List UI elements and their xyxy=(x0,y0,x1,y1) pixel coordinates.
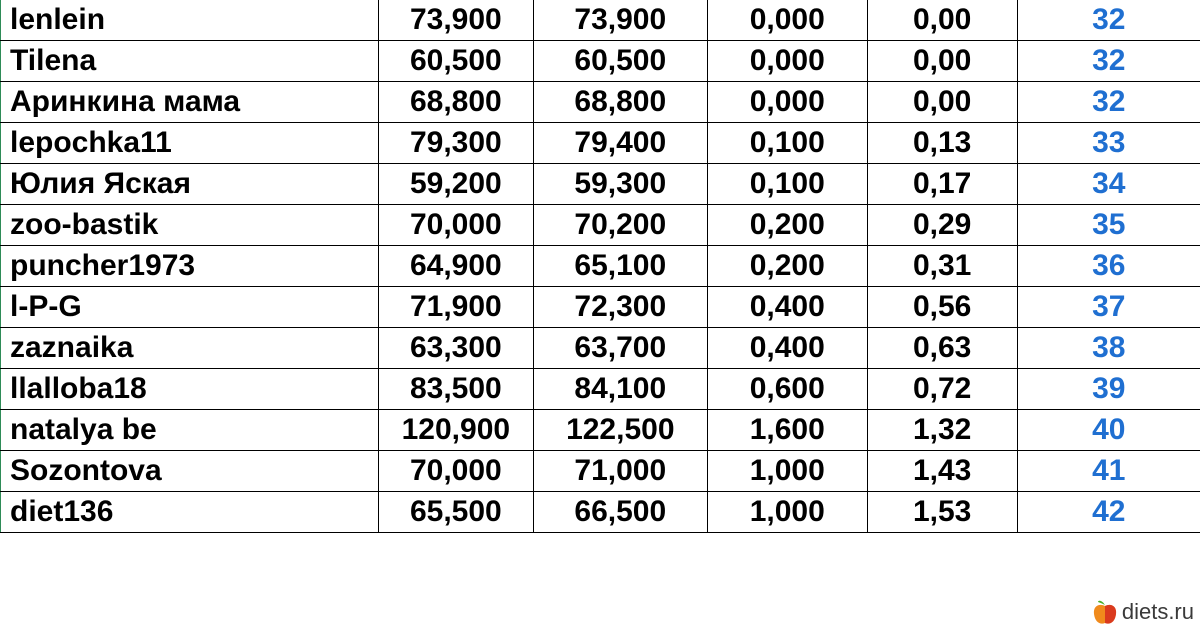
current-weight-cell: 79,400 xyxy=(533,123,707,164)
current-weight-cell: 68,800 xyxy=(533,82,707,123)
participant-name-cell: Sozontova xyxy=(1,451,379,492)
current-weight-cell: 60,500 xyxy=(533,41,707,82)
difference-cell: 0,600 xyxy=(707,369,867,410)
participant-name-cell: zaznaika xyxy=(1,328,379,369)
difference-cell: 0,200 xyxy=(707,246,867,287)
start-weight-cell: 120,900 xyxy=(378,410,533,451)
start-weight-cell: 83,500 xyxy=(378,369,533,410)
current-weight-cell: 71,000 xyxy=(533,451,707,492)
rank-cell: 38 xyxy=(1017,328,1200,369)
start-weight-cell: 71,900 xyxy=(378,287,533,328)
participant-name-cell: puncher1973 xyxy=(1,246,379,287)
current-weight-cell: 70,200 xyxy=(533,205,707,246)
start-weight-cell: 63,300 xyxy=(378,328,533,369)
percent-cell: 0,17 xyxy=(867,164,1017,205)
current-weight-cell: 72,300 xyxy=(533,287,707,328)
current-weight-cell: 63,700 xyxy=(533,328,707,369)
start-weight-cell: 59,200 xyxy=(378,164,533,205)
start-weight-cell: 70,000 xyxy=(378,451,533,492)
percent-cell: 1,43 xyxy=(867,451,1017,492)
rank-cell: 34 xyxy=(1017,164,1200,205)
percent-cell: 0,31 xyxy=(867,246,1017,287)
current-weight-cell: 59,300 xyxy=(533,164,707,205)
percent-cell: 1,32 xyxy=(867,410,1017,451)
rank-cell: 32 xyxy=(1017,41,1200,82)
table-row xyxy=(1,287,1200,328)
rank-cell: 32 xyxy=(1017,82,1200,123)
difference-cell: 0,100 xyxy=(707,164,867,205)
rank-cell: 33 xyxy=(1017,123,1200,164)
start-weight-cell: 70,000 xyxy=(378,205,533,246)
difference-cell: 0,400 xyxy=(707,328,867,369)
percent-cell: 0,72 xyxy=(867,369,1017,410)
participant-name-cell: natalya be xyxy=(1,410,379,451)
table-body xyxy=(1,0,1200,533)
table-row xyxy=(1,41,1200,82)
table-row xyxy=(1,205,1200,246)
start-weight-cell: 79,300 xyxy=(378,123,533,164)
participant-name-cell: Юлия Яская xyxy=(1,164,379,205)
table-row xyxy=(1,492,1200,533)
participant-name-cell: lenlein xyxy=(1,0,379,41)
current-weight-cell: 65,100 xyxy=(533,246,707,287)
rank-cell: 40 xyxy=(1017,410,1200,451)
start-weight-cell: 65,500 xyxy=(378,492,533,533)
watermark-text: diets.ru xyxy=(1121,599,1194,624)
percent-cell: 0,00 xyxy=(867,82,1017,123)
site-watermark xyxy=(1092,598,1194,626)
percent-cell: 1,53 xyxy=(867,492,1017,533)
difference-cell: 1,000 xyxy=(707,451,867,492)
table-row xyxy=(1,410,1200,451)
table-row xyxy=(1,0,1200,41)
percent-cell: 0,56 xyxy=(867,287,1017,328)
rank-cell: 39 xyxy=(1017,369,1200,410)
participant-name-cell: zoo-bastik xyxy=(1,205,379,246)
table-row xyxy=(1,164,1200,205)
participant-name-cell: llalloba18 xyxy=(1,369,379,410)
apple-icon xyxy=(1092,598,1118,626)
difference-cell: 0,400 xyxy=(707,287,867,328)
participant-name-cell: Аринкина мама xyxy=(1,82,379,123)
percent-cell: 0,29 xyxy=(867,205,1017,246)
participant-name-cell: Tilena xyxy=(1,41,379,82)
rank-cell: 42 xyxy=(1017,492,1200,533)
start-weight-cell: 60,500 xyxy=(378,41,533,82)
difference-cell: 0,000 xyxy=(707,0,867,41)
current-weight-cell: 122,500 xyxy=(533,410,707,451)
start-weight-cell: 64,900 xyxy=(378,246,533,287)
rank-cell: 35 xyxy=(1017,205,1200,246)
table-row xyxy=(1,123,1200,164)
rank-cell: 37 xyxy=(1017,287,1200,328)
current-weight-cell: 73,900 xyxy=(533,0,707,41)
difference-cell: 1,600 xyxy=(707,410,867,451)
difference-cell: 1,000 xyxy=(707,492,867,533)
participant-name-cell: lepochka11 xyxy=(1,123,379,164)
table-row xyxy=(1,82,1200,123)
table-row xyxy=(1,451,1200,492)
rank-cell: 32 xyxy=(1017,0,1200,41)
rank-cell: 41 xyxy=(1017,451,1200,492)
difference-cell: 0,000 xyxy=(707,82,867,123)
difference-cell: 0,200 xyxy=(707,205,867,246)
percent-cell: 0,13 xyxy=(867,123,1017,164)
start-weight-cell: 73,900 xyxy=(378,0,533,41)
percent-cell: 0,00 xyxy=(867,41,1017,82)
difference-cell: 0,000 xyxy=(707,41,867,82)
difference-cell: 0,100 xyxy=(707,123,867,164)
current-weight-cell: 66,500 xyxy=(533,492,707,533)
table-row xyxy=(1,328,1200,369)
percent-cell: 0,63 xyxy=(867,328,1017,369)
participant-name-cell: l-P-G xyxy=(1,287,379,328)
participant-name-cell: diet136 xyxy=(1,492,379,533)
start-weight-cell: 68,800 xyxy=(378,82,533,123)
table-row xyxy=(1,369,1200,410)
table-row xyxy=(1,246,1200,287)
percent-cell: 0,00 xyxy=(867,0,1017,41)
current-weight-cell: 84,100 xyxy=(533,369,707,410)
rank-cell: 36 xyxy=(1017,246,1200,287)
